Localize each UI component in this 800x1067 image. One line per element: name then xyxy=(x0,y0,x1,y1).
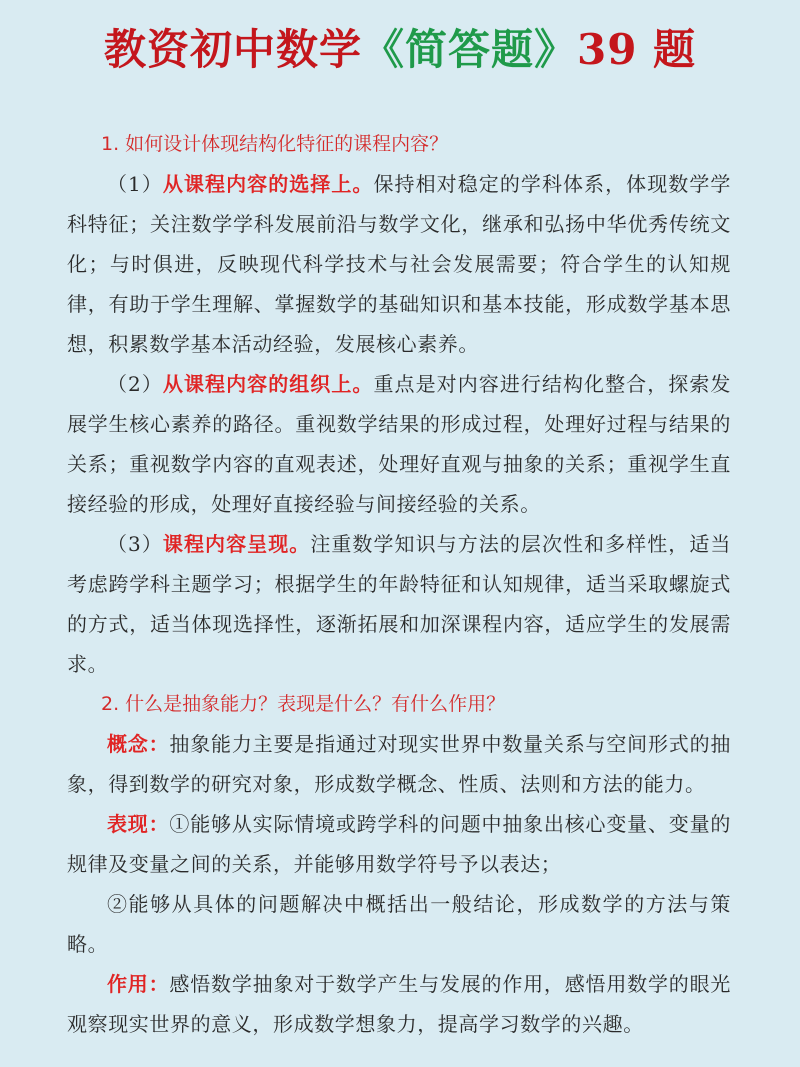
item-prefix: （1） xyxy=(107,172,163,196)
content xyxy=(67,124,731,1044)
title-bracket: 《简答题》 xyxy=(361,25,577,74)
item-lead: 从课程内容的组织上。 xyxy=(162,372,374,396)
item-prefix: （2） xyxy=(107,372,163,396)
performance-label: 表现： xyxy=(107,812,170,836)
item-text: 注重数学知识与方法的层次性和多样性，适当考虑跨学科主题学习；根据学生的年龄特征和认知规律，适当采取螺旋式的方式，适当体现选择性，逐渐拓展和加深课程内容，适应学生的发展需求。 xyxy=(67,532,732,676)
title-main: 教资初中数学 xyxy=(103,25,362,74)
q2-effect xyxy=(67,964,731,1044)
item-lead: 从课程内容的选择上。 xyxy=(162,172,374,196)
item-lead: 课程内容呈现。 xyxy=(162,532,311,556)
q2-performance-2 xyxy=(67,884,731,964)
performance-text-1: ①能够从实际情境或跨学科的问题中抽象出核心变量、变量的规律及变量之间的关系，并能够用数学符号予以表达； xyxy=(67,812,731,876)
effect-label: 作用： xyxy=(107,972,170,996)
q1-item-1 xyxy=(67,164,731,364)
q1-item-2 xyxy=(67,364,731,524)
page-title xyxy=(0,20,800,80)
concept-text: 抽象能力主要是指通过对现实世界中数量关系与空间形式的抽象，得到数学的研究对象，形成数学概念、性质、法则和方法的能力。 xyxy=(67,732,731,796)
q2-concept xyxy=(67,724,731,804)
effect-text: 感悟数学抽象对于数学产生与发展的作用，感悟用数学的眼光观察现实世界的意义，形成数学想象力，提高学习数学的兴趣。 xyxy=(67,972,731,1036)
q1-item-3 xyxy=(67,524,731,684)
concept-label: 概念： xyxy=(107,732,170,756)
item-prefix: （3） xyxy=(107,532,163,556)
item-text: 保持相对稳定的学科体系，体现数学学科特征；关注数学学科发展前沿与数学文化，继承和弘扬中华优秀传统文化；与时俱进，反映现代科学技术与社会发展需要；符合学生的认知规律，有助于学生理解、掌握数学的基础知识和基本技能，形成数学基本思想，积累数学基本活动经验，发展核心素养。 xyxy=(67,172,732,356)
title-count: 39 题 xyxy=(576,25,697,74)
item-text: 重点是对内容进行结构化整合，探索发展学生核心素养的路径。重视数学结果的形成过程，处理好过程与结果的关系；重视数学内容的直观表述，处理好直观与抽象的关系；重视学生直接经验的形成，处理好直接经验与间接经验的关系。 xyxy=(67,372,732,516)
question-1-heading: 1. 如何设计体现结构化特征的课程内容？ xyxy=(101,133,449,155)
performance-text-2: ②能够从具体的问题解决中概括出一般结论，形成数学的方法与策略。 xyxy=(67,892,731,956)
question-2-heading: 2. 什么是抽象能力？表现是什么？有什么作用？ xyxy=(101,693,506,715)
q2-performance xyxy=(67,804,731,884)
